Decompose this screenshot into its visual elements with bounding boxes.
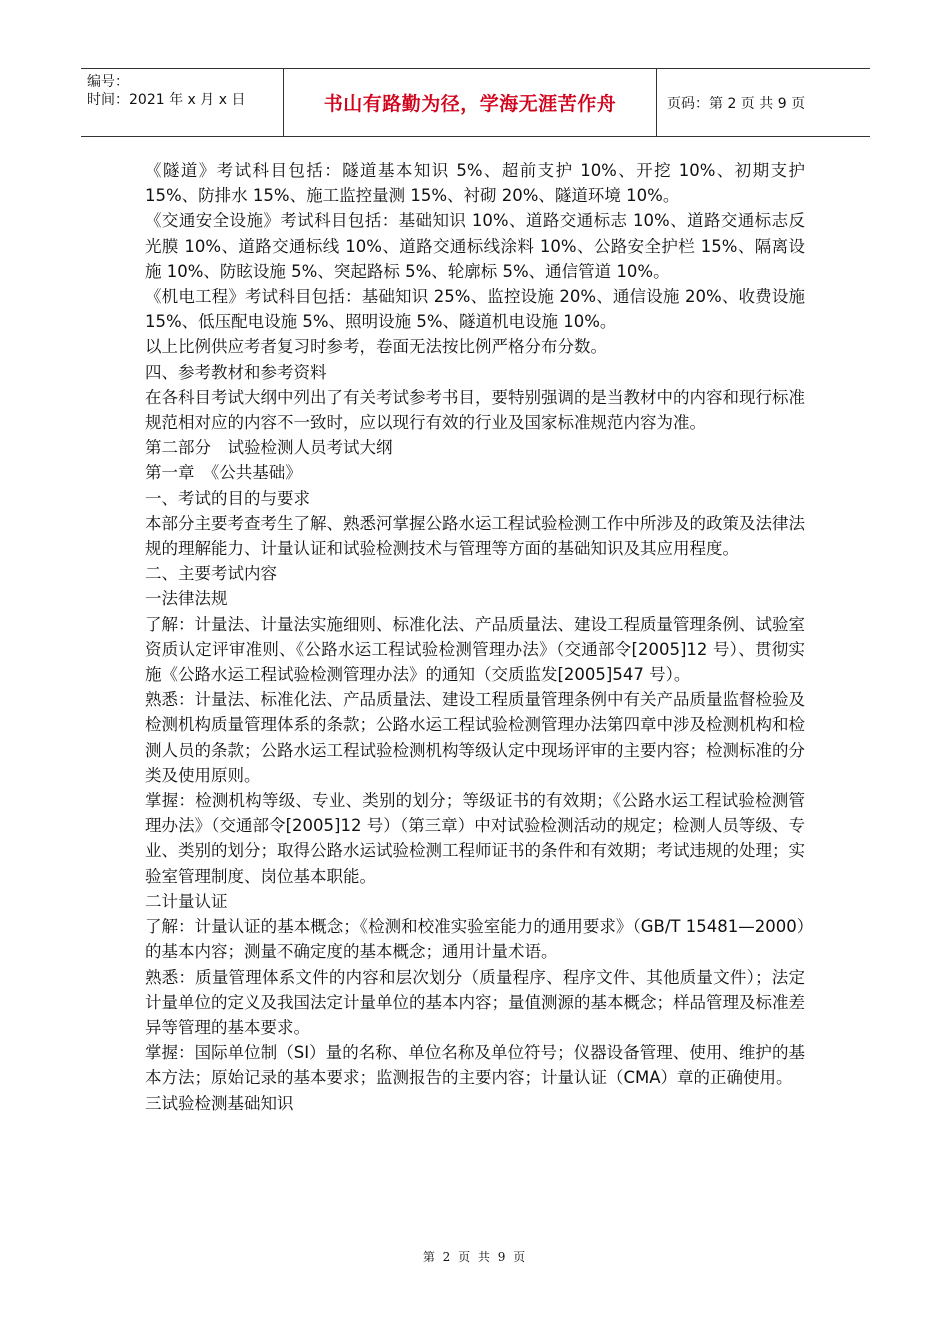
- chapter-heading: 第一章 《公共基础》: [145, 463, 302, 483]
- paragraph: 熟悉：计量法、标准化法、产品质量法、建设工程质量管理条例中有关产品质量监督检验及检测机构质量管理体系的条款；公路水运工程试验检测管理办法第四章中涉及检测机构和检测人员的条款；公路水运工程试验检测机构等级认定中现场评审的主要内容；检测标准的分类及使用原则。: [145, 690, 805, 785]
- paragraph: 在各科目考试大纲中列出了有关考试参考书目，要特别强调的是当教材中的内容和现行标准规范相对应的内容不一致时，应以现行有效的行业及国家标准规范内容为准。: [145, 387, 805, 433]
- subsection-heading: 三试验检测基础知识: [145, 1093, 294, 1113]
- header-motto: 书山有路勤为径，学海无涯苦作舟: [323, 93, 617, 115]
- paragraph: 以上比例供应考者复习时参考，卷面无法按比例严格分布分数。: [145, 337, 607, 357]
- header-page-info: 页码：第 2 页 共 9 页: [667, 95, 806, 112]
- part-heading: 第二部分 试验检测人员考试大纲: [145, 438, 393, 458]
- paragraph: 《机电工程》考试科目包括：基础知识 25%、监控设施 20%、通信设施 20%、收费设施 15%、低压配电设施 5%、照明设施 5%、隧道机电设施 10%。: [145, 287, 805, 332]
- paragraph: 了解：计量认证的基本概念；《检测和校准实验室能力的通用要求》（GB/T 15481—2000）的基本内容；测量不确定度的基本概念；通用计量术语。: [145, 917, 805, 962]
- header-meta: [87, 73, 245, 109]
- page-footer: 第 2 页 共 9 页: [422, 1250, 528, 1264]
- paragraph: 《隧道》考试科目包括：隧道基本知识 5%、超前支护 10%、开挖 10%、初期支护 15%、防排水 15%、施工监控量测 15%、衬砌 20%、隧道环境 10%。: [145, 161, 805, 206]
- section-heading: 二、主要考试内容: [145, 564, 277, 584]
- paragraph: 掌握：国际单位制（SI）量的名称、单位名称及单位符号；仪器设备管理、使用、维护的基本方法；原始记录的基本要求；监测报告的主要内容；计量认证（CMA）章的正确使用。: [145, 1043, 805, 1088]
- document-date-label: 时间：2021 年 x 月 x 日: [87, 92, 246, 108]
- paragraph: 本部分主要考查考生了解、熟悉河掌握公路水运工程试验检测工作中所涉及的政策及法律法规的理解能力、计量认证和试验检测技术与管理等方面的基础知识及其应用程度。: [145, 513, 805, 559]
- section-heading: 四、参考教材和参考资料: [145, 362, 327, 382]
- subsection-heading: 一法律法规: [145, 589, 228, 609]
- paragraph: 熟悉：质量管理体系文件的内容和层次划分（质量程序、程序文件、其他质量文件）；法定计量单位的定义及我国法定计量单位的基本内容；量值测源的基本概念；样品管理及标准差异等管理的基本要求。: [145, 967, 805, 1037]
- document-number-label: 编号：: [87, 74, 129, 90]
- paragraph: 《交通安全设施》考试科目包括：基础知识 10%、道路交通标志 10%、道路交通标志反光膜 10%、道路交通标线 10%、道路交通标线涂料 10%、公路安全护栏 15%、隔离设施 10%、防眩设施 5%、突起路标 5%、轮廓标 5%、通信管道 10%。: [145, 211, 805, 281]
- document-body: [145, 158, 805, 1116]
- section-heading: 一、考试的目的与要求: [145, 488, 310, 508]
- paragraph: 了解：计量法、计量法实施细则、标准化法、产品质量法、建设工程质量管理条例、试验室资质认定评审准则、《公路水运工程试验检测管理办法》（交通部令[2005]12 号）、贯彻实施《公路水运工程试验检测管理办法》的通知（交质监发[2005]547 号）。: [145, 614, 805, 685]
- subsection-heading: 二计量认证: [145, 891, 228, 911]
- paragraph: 掌握：检测机构等级、专业、类别的划分；等级证书的有效期；《公路水运工程试验检测管理办法》（交通部令[2005]12 号）（第三章）中对试验检测活动的规定；检测人员等级、专业、类别的划分；取得公路水运试验检测工程师证书的条件和有效期；考试违规的处理；实验室管理制度、岗位基本职能。: [145, 791, 805, 886]
- page-header: [81, 68, 870, 137]
